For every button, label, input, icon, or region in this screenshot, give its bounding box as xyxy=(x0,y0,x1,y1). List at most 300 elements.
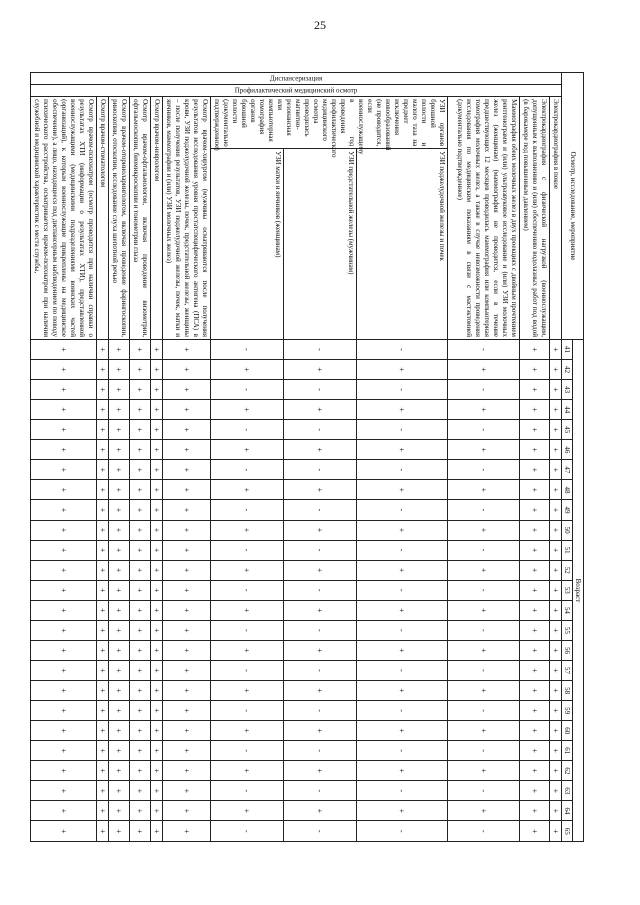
mark-cell: + xyxy=(163,620,211,640)
group-preventive-exam xyxy=(31,85,562,97)
mark-cell: + xyxy=(163,540,211,560)
mark-cell: + xyxy=(163,821,211,842)
mark-cell: + xyxy=(356,761,447,781)
mark-cell: + xyxy=(520,420,550,440)
mark-cell: + xyxy=(163,701,211,721)
mark-cell: - xyxy=(356,781,447,801)
mark-cell: - xyxy=(283,580,356,600)
mark-cell: + xyxy=(130,440,151,460)
mark-cell: + xyxy=(130,761,151,781)
mark-cell: + xyxy=(109,701,130,721)
mark-cell: + xyxy=(550,460,562,480)
mark-cell: + xyxy=(550,660,562,680)
mark-cell: + xyxy=(550,500,562,520)
mark-cell: + xyxy=(31,761,97,781)
mark-cell: + xyxy=(151,380,163,400)
page-number: 25 xyxy=(314,18,326,32)
mark-cell: + xyxy=(151,801,163,821)
mark-cell: + xyxy=(130,721,151,741)
table-row xyxy=(31,73,97,842)
mark-cell: + xyxy=(550,380,562,400)
mark-cell: + xyxy=(163,400,211,420)
mark-cell: + xyxy=(109,580,130,600)
age-43: 43 xyxy=(562,380,573,400)
mark-cell: + xyxy=(520,460,550,480)
mark-cell: + xyxy=(163,440,211,460)
mark-cell: + xyxy=(151,520,163,540)
table-row xyxy=(283,73,356,842)
group-preventive-exam-label: Профилактический медицинский осмотр xyxy=(234,86,358,95)
mark-cell: - xyxy=(356,540,447,560)
mark-cell: + xyxy=(151,761,163,781)
mark-cell: + xyxy=(520,801,550,821)
mark-cell: - xyxy=(283,620,356,640)
exam-name: Осмотр врачом-оториноларингологом, включая проведение фарингоскопии, риноскопии, отоскопии, исследование слуха шепотной речью xyxy=(109,97,130,340)
mark-cell: + xyxy=(520,620,550,640)
age-45: 45 xyxy=(562,420,573,440)
mark-cell: + xyxy=(130,360,151,380)
mark-cell: - xyxy=(448,460,520,480)
mark-cell: - xyxy=(283,540,356,560)
mark-cell: + xyxy=(109,781,130,801)
mark-cell: + xyxy=(97,721,109,741)
age-63: 63 xyxy=(562,781,573,801)
mark-cell: + xyxy=(130,640,151,660)
age-54: 54 xyxy=(562,600,573,620)
mark-cell: + xyxy=(520,400,550,420)
mark-cell: + xyxy=(97,520,109,540)
mark-cell: + xyxy=(448,640,520,660)
mark-cell: + xyxy=(283,400,356,420)
mark-cell: + xyxy=(130,420,151,440)
mark-cell: + xyxy=(130,400,151,420)
mark-cell: + xyxy=(31,801,97,821)
mark-cell: - xyxy=(356,339,447,359)
mark-cell: - xyxy=(356,701,447,721)
age-header: Возраст xyxy=(573,339,584,841)
mark-cell: - xyxy=(283,741,356,761)
mark-cell: + xyxy=(31,420,97,440)
mark-cell: + xyxy=(151,339,163,359)
mark-cell: + xyxy=(151,440,163,460)
age-51: 51 xyxy=(562,540,573,560)
table-row xyxy=(520,73,550,842)
mark-cell: + xyxy=(283,761,356,781)
mark-cell: + xyxy=(550,741,562,761)
mark-cell: + xyxy=(550,821,562,842)
mark-cell: + xyxy=(550,721,562,741)
mark-cell: + xyxy=(97,600,109,620)
mark-cell: + xyxy=(163,520,211,540)
mark-cell: + xyxy=(211,721,284,741)
mark-cell: + xyxy=(163,580,211,600)
age-49: 49 xyxy=(562,500,573,520)
mark-cell: + xyxy=(163,339,211,359)
mark-cell: + xyxy=(550,480,562,500)
mark-cell: + xyxy=(97,460,109,480)
mark-cell: + xyxy=(97,440,109,460)
mark-cell: + xyxy=(283,640,356,660)
mark-cell: + xyxy=(448,480,520,500)
mark-cell: + xyxy=(97,560,109,580)
mark-cell: + xyxy=(31,339,97,359)
mark-cell: + xyxy=(520,360,550,380)
mark-cell: + xyxy=(31,721,97,741)
subgroup-uzi-cell: УЗИ органов брюшной полости и малого таза на предмет исключения новообразований (не проводится, если военнослужащему в год проведения профилактического медицинского осмотра проводилась магнитно-резонансная или компьютерная томография органов брюшной полости (документально подтвержденное) xyxy=(211,97,448,149)
mark-cell: + xyxy=(31,821,97,842)
mark-cell: + xyxy=(151,681,163,701)
exam-name: Осмотр врачом-офтальмологом, включая проведение визометрии, офтальмоскопии, биомикроскопии и тонометрии глаза xyxy=(130,97,151,340)
mark-cell: + xyxy=(283,520,356,540)
mark-cell: + xyxy=(31,781,97,801)
mark-cell: + xyxy=(550,761,562,781)
mark-cell: + xyxy=(31,660,97,680)
mark-cell: + xyxy=(151,540,163,560)
mark-cell: + xyxy=(97,761,109,781)
mark-cell: + xyxy=(31,640,97,660)
mark-cell: + xyxy=(448,801,520,821)
mark-cell: + xyxy=(520,380,550,400)
mark-cell: + xyxy=(109,420,130,440)
mark-cell: + xyxy=(130,460,151,480)
mark-cell: + xyxy=(109,560,130,580)
mark-cell: + xyxy=(520,640,550,660)
age-46: 46 xyxy=(562,440,573,460)
mark-cell: + xyxy=(520,681,550,701)
mark-cell: - xyxy=(211,660,284,680)
mark-cell: + xyxy=(31,741,97,761)
mark-cell: + xyxy=(356,480,447,500)
mark-cell: + xyxy=(550,520,562,540)
mark-cell: + xyxy=(151,400,163,420)
mark-cell: + xyxy=(130,620,151,640)
mark-cell: + xyxy=(448,721,520,741)
mark-cell: + xyxy=(550,620,562,640)
mark-cell: + xyxy=(448,520,520,540)
mark-cell: + xyxy=(151,500,163,520)
age-58: 58 xyxy=(562,681,573,701)
mark-cell: + xyxy=(211,400,284,420)
age-50: 50 xyxy=(562,520,573,540)
mark-cell: + xyxy=(151,781,163,801)
table-row xyxy=(448,73,520,842)
mark-cell: + xyxy=(130,339,151,359)
mark-cell: - xyxy=(356,460,447,480)
mark-cell: - xyxy=(356,821,447,842)
exam-name: Электрокардиография с физической нагрузкой (военнослужащим, допущенным к выполнению и (или) обеспечению водолазных работ под водой (в барокамере под повышенным давлением) xyxy=(520,97,550,340)
age-62: 62 xyxy=(562,761,573,781)
mark-cell: + xyxy=(550,560,562,580)
mark-cell: + xyxy=(163,660,211,680)
mark-cell: + xyxy=(130,681,151,701)
mark-cell: + xyxy=(356,721,447,741)
mark-cell: + xyxy=(520,600,550,620)
group-dispanserization xyxy=(31,73,562,85)
exam-name: УЗИ поджелудочной железы и почек xyxy=(356,149,447,340)
mark-cell: + xyxy=(356,560,447,580)
mark-cell: + xyxy=(130,540,151,560)
age-65: 65 xyxy=(562,821,573,842)
mark-cell: + xyxy=(283,360,356,380)
mark-cell: + xyxy=(520,701,550,721)
mark-cell: + xyxy=(550,600,562,620)
mark-cell: + xyxy=(109,761,130,781)
mark-cell: + xyxy=(109,400,130,420)
mark-cell: + xyxy=(211,360,284,380)
mark-cell: + xyxy=(130,741,151,761)
age-60: 60 xyxy=(562,721,573,741)
mark-cell: + xyxy=(31,620,97,640)
mark-cell: + xyxy=(109,500,130,520)
mark-cell: - xyxy=(211,821,284,842)
mark-cell: + xyxy=(550,540,562,560)
mark-cell: + xyxy=(211,560,284,580)
mark-cell: - xyxy=(448,821,520,842)
table-row xyxy=(163,73,211,842)
mark-cell: + xyxy=(550,781,562,801)
mark-cell: + xyxy=(109,801,130,821)
age-41: 41 xyxy=(562,339,573,359)
mark-cell: - xyxy=(356,500,447,520)
mark-cell: + xyxy=(31,500,97,520)
mark-cell: + xyxy=(163,600,211,620)
mark-cell: + xyxy=(356,681,447,701)
mark-cell: + xyxy=(97,660,109,680)
mark-cell: + xyxy=(109,600,130,620)
age-56: 56 xyxy=(562,640,573,660)
mark-cell: + xyxy=(97,360,109,380)
rotated-table-wrapper xyxy=(33,72,584,842)
age-47: 47 xyxy=(562,460,573,480)
mark-cell: + xyxy=(130,801,151,821)
mark-cell: + xyxy=(163,560,211,580)
mark-cell: - xyxy=(211,500,284,520)
mark-cell: + xyxy=(520,721,550,741)
mark-cell: + xyxy=(520,660,550,680)
mark-cell: + xyxy=(550,801,562,821)
mark-cell: + xyxy=(550,681,562,701)
mark-cell: + xyxy=(151,600,163,620)
mark-cell: - xyxy=(283,701,356,721)
age-44: 44 xyxy=(562,400,573,420)
mark-cell: + xyxy=(151,420,163,440)
mark-cell: + xyxy=(163,360,211,380)
mark-cell: + xyxy=(109,741,130,761)
table-row xyxy=(550,73,562,842)
mark-cell: - xyxy=(211,580,284,600)
mark-cell: + xyxy=(356,600,447,620)
mark-cell: + xyxy=(151,660,163,680)
mark-cell: + xyxy=(211,440,284,460)
mark-cell: + xyxy=(283,440,356,460)
mark-cell: + xyxy=(356,801,447,821)
mark-cell: + xyxy=(283,721,356,741)
mark-cell: + xyxy=(97,480,109,500)
table-row xyxy=(356,73,447,842)
mark-cell: + xyxy=(283,600,356,620)
mark-cell: + xyxy=(97,741,109,761)
age-53: 53 xyxy=(562,580,573,600)
mark-cell: + xyxy=(163,420,211,440)
mark-cell: + xyxy=(130,480,151,500)
mark-cell: + xyxy=(211,480,284,500)
mark-cell: - xyxy=(448,339,520,359)
mark-cell: + xyxy=(97,821,109,842)
mark-cell: + xyxy=(97,681,109,701)
mark-cell: - xyxy=(283,500,356,520)
mark-cell: + xyxy=(283,480,356,500)
age-55: 55 xyxy=(562,620,573,640)
mark-cell: + xyxy=(211,801,284,821)
mark-cell: + xyxy=(163,801,211,821)
mark-cell: + xyxy=(31,440,97,460)
mark-cell: + xyxy=(31,681,97,701)
mark-cell: - xyxy=(356,660,447,680)
mark-cell: + xyxy=(520,741,550,761)
mark-cell: + xyxy=(550,360,562,380)
mark-cell: + xyxy=(31,360,97,380)
mark-cell: - xyxy=(283,781,356,801)
mark-cell: + xyxy=(550,701,562,721)
mark-cell: - xyxy=(356,620,447,640)
mark-cell: - xyxy=(448,701,520,721)
mark-cell: + xyxy=(448,681,520,701)
mark-cell: + xyxy=(448,761,520,781)
mark-cell: + xyxy=(151,821,163,842)
mark-cell: - xyxy=(356,741,447,761)
mark-cell: + xyxy=(31,400,97,420)
mark-cell: + xyxy=(97,580,109,600)
mark-cell: + xyxy=(163,681,211,701)
mark-cell: + xyxy=(109,620,130,640)
mark-cell: + xyxy=(356,400,447,420)
mark-cell: - xyxy=(448,741,520,761)
mark-cell: + xyxy=(448,600,520,620)
mark-cell: - xyxy=(448,500,520,520)
mark-cell: + xyxy=(163,761,211,781)
mark-cell: + xyxy=(109,460,130,480)
mark-cell: + xyxy=(283,681,356,701)
mark-cell: + xyxy=(163,500,211,520)
mark-cell: + xyxy=(31,580,97,600)
mark-cell: + xyxy=(163,460,211,480)
mark-cell: - xyxy=(283,821,356,842)
mark-cell: + xyxy=(163,721,211,741)
mark-cell: - xyxy=(448,540,520,560)
mark-cell: + xyxy=(130,781,151,801)
mark-cell: + xyxy=(151,741,163,761)
mark-cell: + xyxy=(31,701,97,721)
mark-cell: - xyxy=(283,380,356,400)
mark-cell: + xyxy=(97,620,109,640)
mark-cell: + xyxy=(550,400,562,420)
mark-cell: + xyxy=(151,701,163,721)
mark-cell: - xyxy=(283,339,356,359)
mark-cell: - xyxy=(448,620,520,640)
mark-cell: + xyxy=(109,339,130,359)
mark-cell: + xyxy=(163,781,211,801)
mark-cell: + xyxy=(130,380,151,400)
mark-cell: + xyxy=(97,380,109,400)
table-row xyxy=(109,73,130,842)
exam-name: УЗИ предстательной железы (мужчинам) xyxy=(283,149,356,340)
mark-cell: + xyxy=(520,520,550,540)
exam-name: Осмотр врачом-психиатром (осмотр проводится при наличии справки о результатах ХТИ (информации о результатах ХТИ), представленной военнослужащими (медицинскими подразделениями воинских частей (организаций), к которым военнослужащие прикреплены на медицинское обеспечение), а лицо, находящееся под диспансерным наблюдением по поводу психического расстройства, осматривается врачом-психиатром при наличии служебной и медицинской характеристик с места службы, xyxy=(31,97,97,340)
age-48: 48 xyxy=(562,480,573,500)
mark-cell: + xyxy=(151,460,163,480)
mark-cell: + xyxy=(109,360,130,380)
mark-cell: + xyxy=(163,380,211,400)
mark-cell: + xyxy=(356,640,447,660)
mark-cell: + xyxy=(109,440,130,460)
table-row xyxy=(211,73,284,842)
mark-cell: + xyxy=(31,480,97,500)
mark-cell: - xyxy=(448,420,520,440)
mark-cell: + xyxy=(520,580,550,600)
mark-cell: + xyxy=(31,460,97,480)
mark-cell: - xyxy=(211,741,284,761)
table-row xyxy=(97,73,109,842)
mark-cell: + xyxy=(31,600,97,620)
mark-cell: + xyxy=(163,640,211,660)
mark-cell: - xyxy=(211,620,284,640)
mark-cell: + xyxy=(130,660,151,680)
mark-cell: + xyxy=(109,821,130,842)
exam-name: Осмотр врачом-хирургом (мужчины осматриваются после получения результатов исследования уровня простатспецифического антигена (ПСА) в крови, УЗИ поджелудочной железы, почек, предстательной железы, женщины – после получения результатов, УЗИ поджелудочной железы, почек, матки и яичников, маммографии и (или) УЗИ молочных желез) xyxy=(163,97,211,340)
mark-cell: - xyxy=(448,660,520,680)
mark-cell: + xyxy=(520,440,550,460)
age-64: 64 xyxy=(562,801,573,821)
mark-cell: + xyxy=(550,339,562,359)
mark-cell: + xyxy=(97,400,109,420)
mark-cell: + xyxy=(31,520,97,540)
mark-cell: + xyxy=(163,741,211,761)
mark-cell: + xyxy=(550,420,562,440)
age-59: 59 xyxy=(562,701,573,721)
mark-cell: + xyxy=(550,440,562,460)
mark-cell: + xyxy=(130,600,151,620)
mark-cell: + xyxy=(163,480,211,500)
exam-name: УЗИ матки и яичников (женщинам) xyxy=(211,149,284,340)
mark-cell: - xyxy=(283,660,356,680)
mark-cell: + xyxy=(109,721,130,741)
mark-cell: + xyxy=(97,540,109,560)
mark-cell: + xyxy=(31,540,97,560)
mark-cell: + xyxy=(151,580,163,600)
exam-name: Электрокардиография в покое xyxy=(550,97,562,340)
mark-cell: + xyxy=(109,640,130,660)
mark-cell: - xyxy=(448,380,520,400)
mark-cell: + xyxy=(520,500,550,520)
mark-cell: - xyxy=(211,701,284,721)
exam-name: Маммография обеих молочных желез в двух проекциях с двойным прочтением рентгенограмм и (или) ультразвуковое исследование и (или) УЗИ молочных желез (женщинам) (маммография не проводится, если в течение предшествующих 12 месяцев проводилась маммография или компьютерная томография молочных желез, а также в случае невозможности проведения исследования по медицинским показаниям в связи с мастэктомией (документально подтвержденное) xyxy=(448,97,520,340)
mark-cell: + xyxy=(550,640,562,660)
exam-name: Осмотр врачом-неврологом xyxy=(151,97,163,340)
mark-cell: - xyxy=(356,380,447,400)
mark-cell: + xyxy=(151,620,163,640)
mark-cell: + xyxy=(130,701,151,721)
examination-table xyxy=(30,72,584,842)
mark-cell: - xyxy=(448,580,520,600)
group-dispanserization-label: Диспансеризация xyxy=(269,74,323,83)
mark-cell: + xyxy=(97,701,109,721)
mark-cell: + xyxy=(448,560,520,580)
mark-cell: + xyxy=(283,801,356,821)
mark-cell: + xyxy=(520,781,550,801)
exam-name: Осмотр врачом-стоматологом xyxy=(97,97,109,340)
mark-cell: + xyxy=(356,440,447,460)
table-row xyxy=(151,73,163,842)
